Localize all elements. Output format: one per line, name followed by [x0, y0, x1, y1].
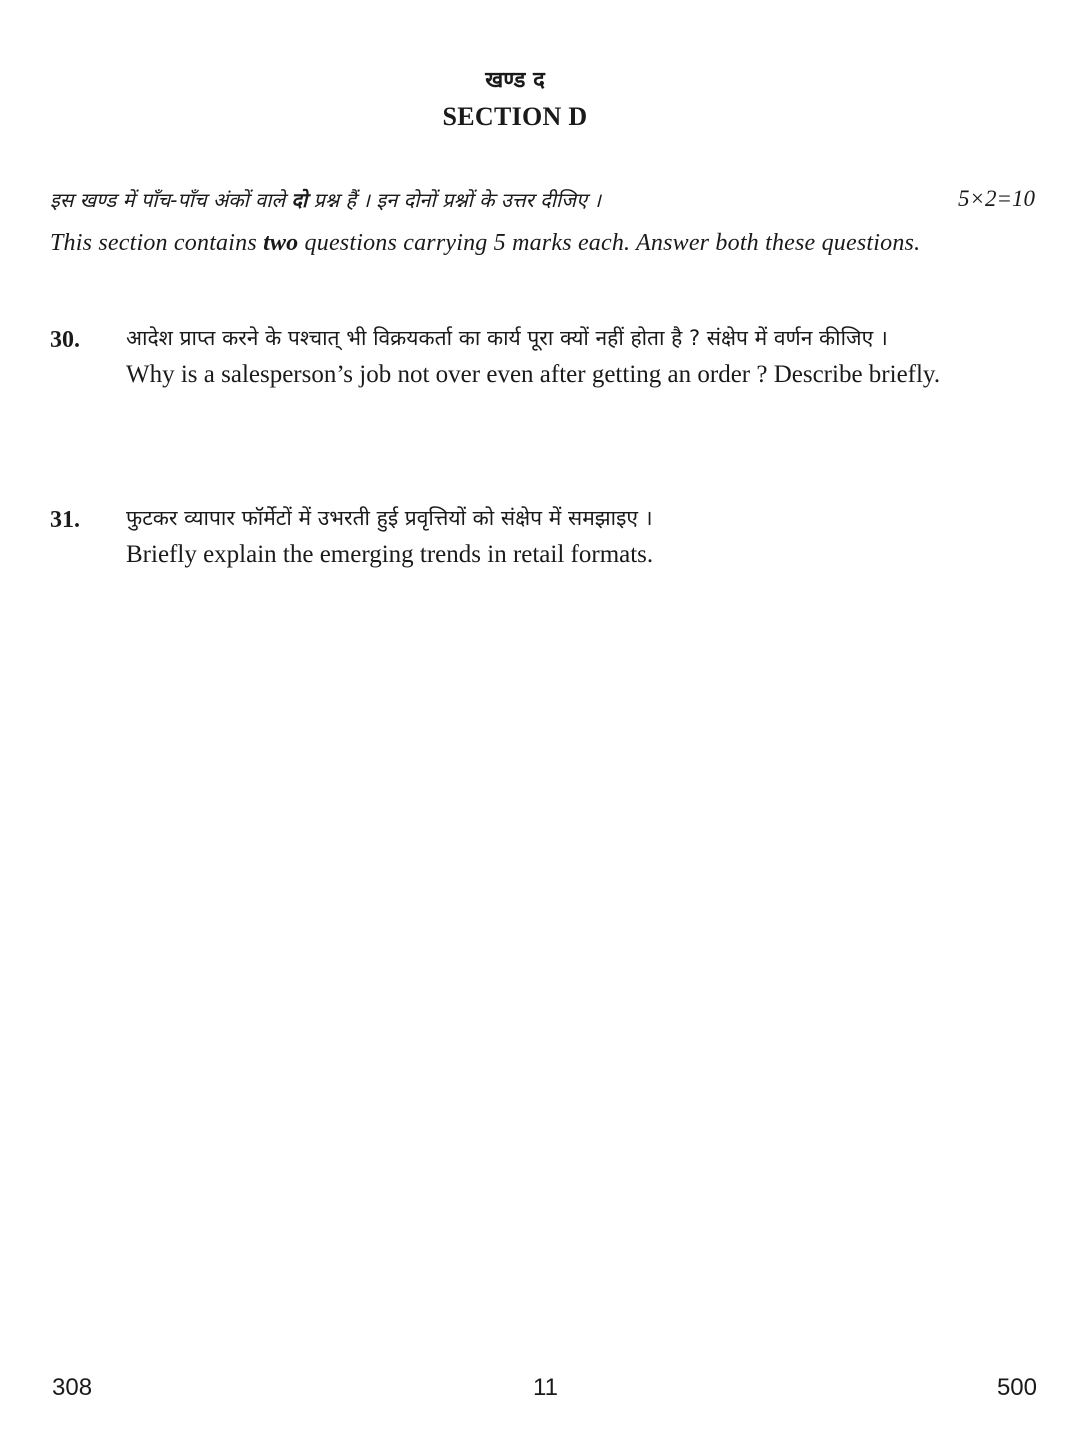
section-heading-hindi: खण्ड द [485, 68, 545, 93]
instructions-english [50, 226, 990, 261]
instructions-hindi-bold: दो [291, 188, 308, 212]
question-body [126, 327, 986, 392]
question-body [126, 507, 986, 572]
instructions-english-text-before: This section contains [50, 230, 264, 256]
subject-code: 308 [52, 1374, 93, 1401]
question-number: 31. [50, 507, 80, 533]
question-text-hindi: आदेश प्राप्त करने के पश्चात् भी विक्रयकर्ता का कार्य पूरा क्यों नहीं होता है ? संक्षेप में वर्णन कीजिए । [126, 326, 888, 350]
question-text-english: Why is a salesperson’s job not over even after getting an order ? Describe briefly. [126, 361, 941, 388]
footer-right-code: 500 [996, 1374, 1037, 1401]
section-heading-english: SECTION D [442, 102, 588, 131]
page-number: 11 [533, 1374, 558, 1401]
instructions-hindi-text-after: प्रश्न हैं । इन दोनों प्रश्नों के उत्तर दीजिए । [307, 188, 601, 212]
question-text-hindi: फुटकर व्यापार फॉर्मेटों में उभरती हुई प्रवृत्तियों को संक्षेप में समझाइए । [126, 506, 653, 530]
instructions-english-text-after: questions carrying 5 marks each. Answer both these questions. [298, 230, 921, 256]
instructions-hindi-text-before: इस खण्ड में पाँच-पाँच अंकों वाले [50, 188, 292, 212]
question-number: 30. [50, 327, 80, 353]
marks-allocation: 5×2=10 [957, 186, 1035, 211]
instructions-hindi [50, 186, 930, 213]
question-text-english: Briefly explain the emerging trends in retail formats. [126, 541, 654, 568]
instructions-english-bold: two [263, 230, 299, 256]
